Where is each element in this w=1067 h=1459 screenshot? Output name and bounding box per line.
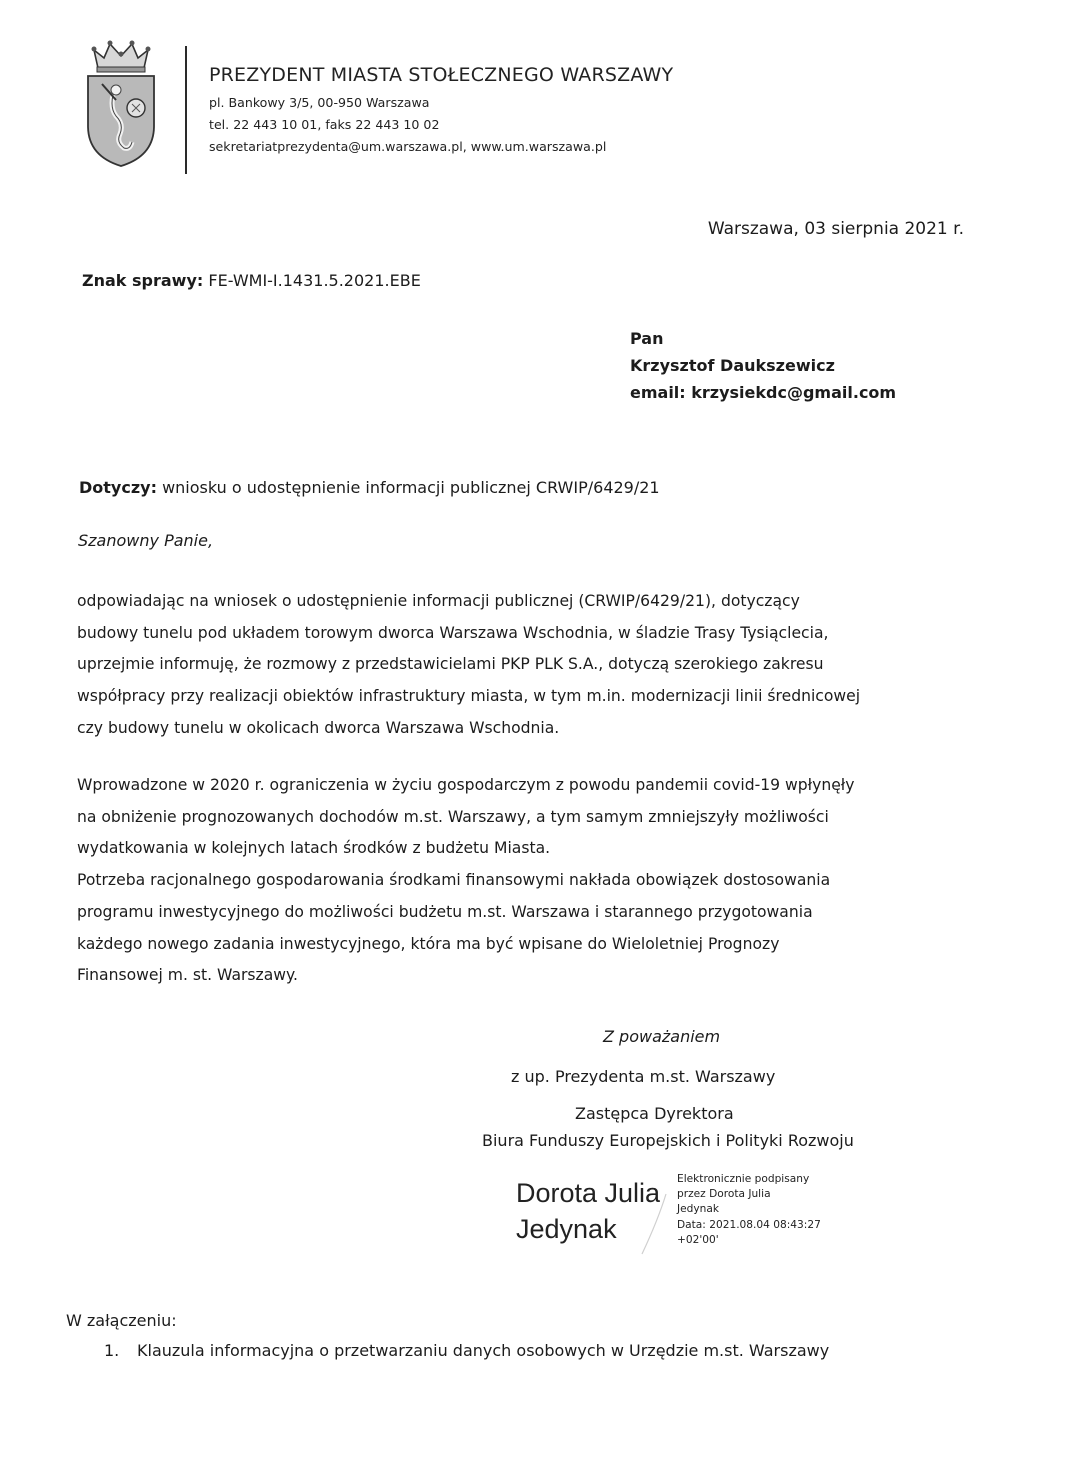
text-line: programu inwestycyjnego do możliwości budżetu m.st. Warszawa i starannego przygotowania — [77, 902, 813, 921]
text-line: każdego nowego zadania inwestycyjnego, która ma być wpisane do Wieloletniej Prognozy — [77, 934, 780, 953]
address: pl. Bankowy 3/5, 00-950 Warszawa — [209, 95, 430, 110]
contact-line: sekretariatprezydenta@um.warszawa.pl, www.um.warszawa.pl — [209, 139, 607, 154]
text-line: wydatkowania w kolejnych latach środków z budżetu Miasta. — [77, 839, 551, 858]
date-line: Warszawa, 03 sierpnia 2021 r. — [707, 219, 964, 239]
attachment-item — [104, 1341, 829, 1360]
subject-label: Dotyczy: — [79, 478, 157, 497]
subject-value: wniosku o udostępnienie informacji publicznej CRWIP/6429/21 — [162, 478, 660, 497]
case-value: FE-WMI-I.1431.5.2021.EBE — [208, 271, 421, 290]
case-label: Znak sprawy: — [82, 271, 204, 290]
phone-line: tel. 22 443 10 01, faks 22 443 10 02 — [209, 117, 440, 132]
subject-line — [79, 478, 660, 497]
esignature-info-line: Jedynak — [677, 1203, 719, 1216]
text-line: odpowiadając na wniosek o udostępnienie informacji publicznej (CRWIP/6429/21), dotyczący — [77, 592, 800, 610]
attachment-text: Klauzula informacyjna o przetwarzaniu danych osobowych w Urzędzie m.st. Warszawy — [137, 1341, 830, 1360]
text-line: współpracy przy realizacji obiektów infrastruktury miasta, w tym m.in. modernizacji linii średnicowej — [77, 687, 861, 706]
text-line: czy budowy tunelu w okolicach dworca Warszawa Wschodnia. — [77, 718, 560, 737]
esignature-info — [677, 1172, 821, 1248]
esignature-name-line: Jedynak — [516, 1214, 617, 1244]
organization-name: PREZYDENT MIASTA STOŁECZNEGO WARSZAWY — [209, 64, 674, 86]
closing-authority: z up. Prezydenta m.st. Warszawy — [511, 1067, 776, 1086]
text-line: Finansowej m. st. Warszawy. — [77, 966, 299, 985]
text-line: na obniżenie prognozowanych dochodów m.st. Warszawy, a tym samym zmniejszyły możliwości — [77, 807, 829, 826]
signature-stroke-icon — [636, 1190, 676, 1260]
text-line: uprzejmie informuję, że rozmowy z przedstawicielami PKP PLK S.A., dotyczą szerokiego zakresu — [77, 655, 824, 674]
attachments-title: W załączeniu: — [66, 1311, 177, 1330]
text-line: Potrzeba racjonalnego gospodarowania środkami finansowymi nakłada obowiązek dostosowania — [77, 871, 831, 890]
recipient-name: Krzysztof Daukszewicz — [630, 356, 835, 375]
esignature-name-line: Dorota Julia — [516, 1178, 661, 1208]
recipient-title: Pan — [630, 329, 664, 348]
attachment-number: 1. — [104, 1341, 120, 1360]
text-line: budowy tunelu pod układem torowym dworca Warszawa Wschodnia, w śladzie Trasy Tysiąclecia, — [77, 623, 829, 642]
paragraph-budget — [77, 770, 977, 992]
case-number — [82, 271, 421, 290]
esignature-info-line: przez Dorota Julia — [677, 1188, 771, 1201]
recipient-email: email: krzysiekdc@gmail.com — [630, 383, 897, 402]
esignature-info-line: Data: 2021.08.04 08:43:27 — [677, 1218, 821, 1231]
signatory-department: Biura Funduszy Europejskich i Polityki Rozwoju — [482, 1131, 854, 1150]
text-line: Wprowadzone w 2020 r. ograniczenia w życiu gospodarczym z powodu pandemii covid-19 wpłynęły — [77, 776, 855, 794]
warsaw-coat-of-arms-icon — [80, 38, 162, 168]
closing-regards: Z poważaniem — [603, 1027, 721, 1046]
esignature-info-line: +02'00' — [677, 1233, 719, 1246]
paragraph-response — [77, 586, 977, 745]
salutation: Szanowny Panie, — [78, 531, 214, 550]
signatory-position: Zastępca Dyrektora — [575, 1104, 734, 1123]
letterhead-divider — [185, 46, 187, 174]
esignature-info-line: Elektronicznie podpisany — [677, 1173, 810, 1185]
